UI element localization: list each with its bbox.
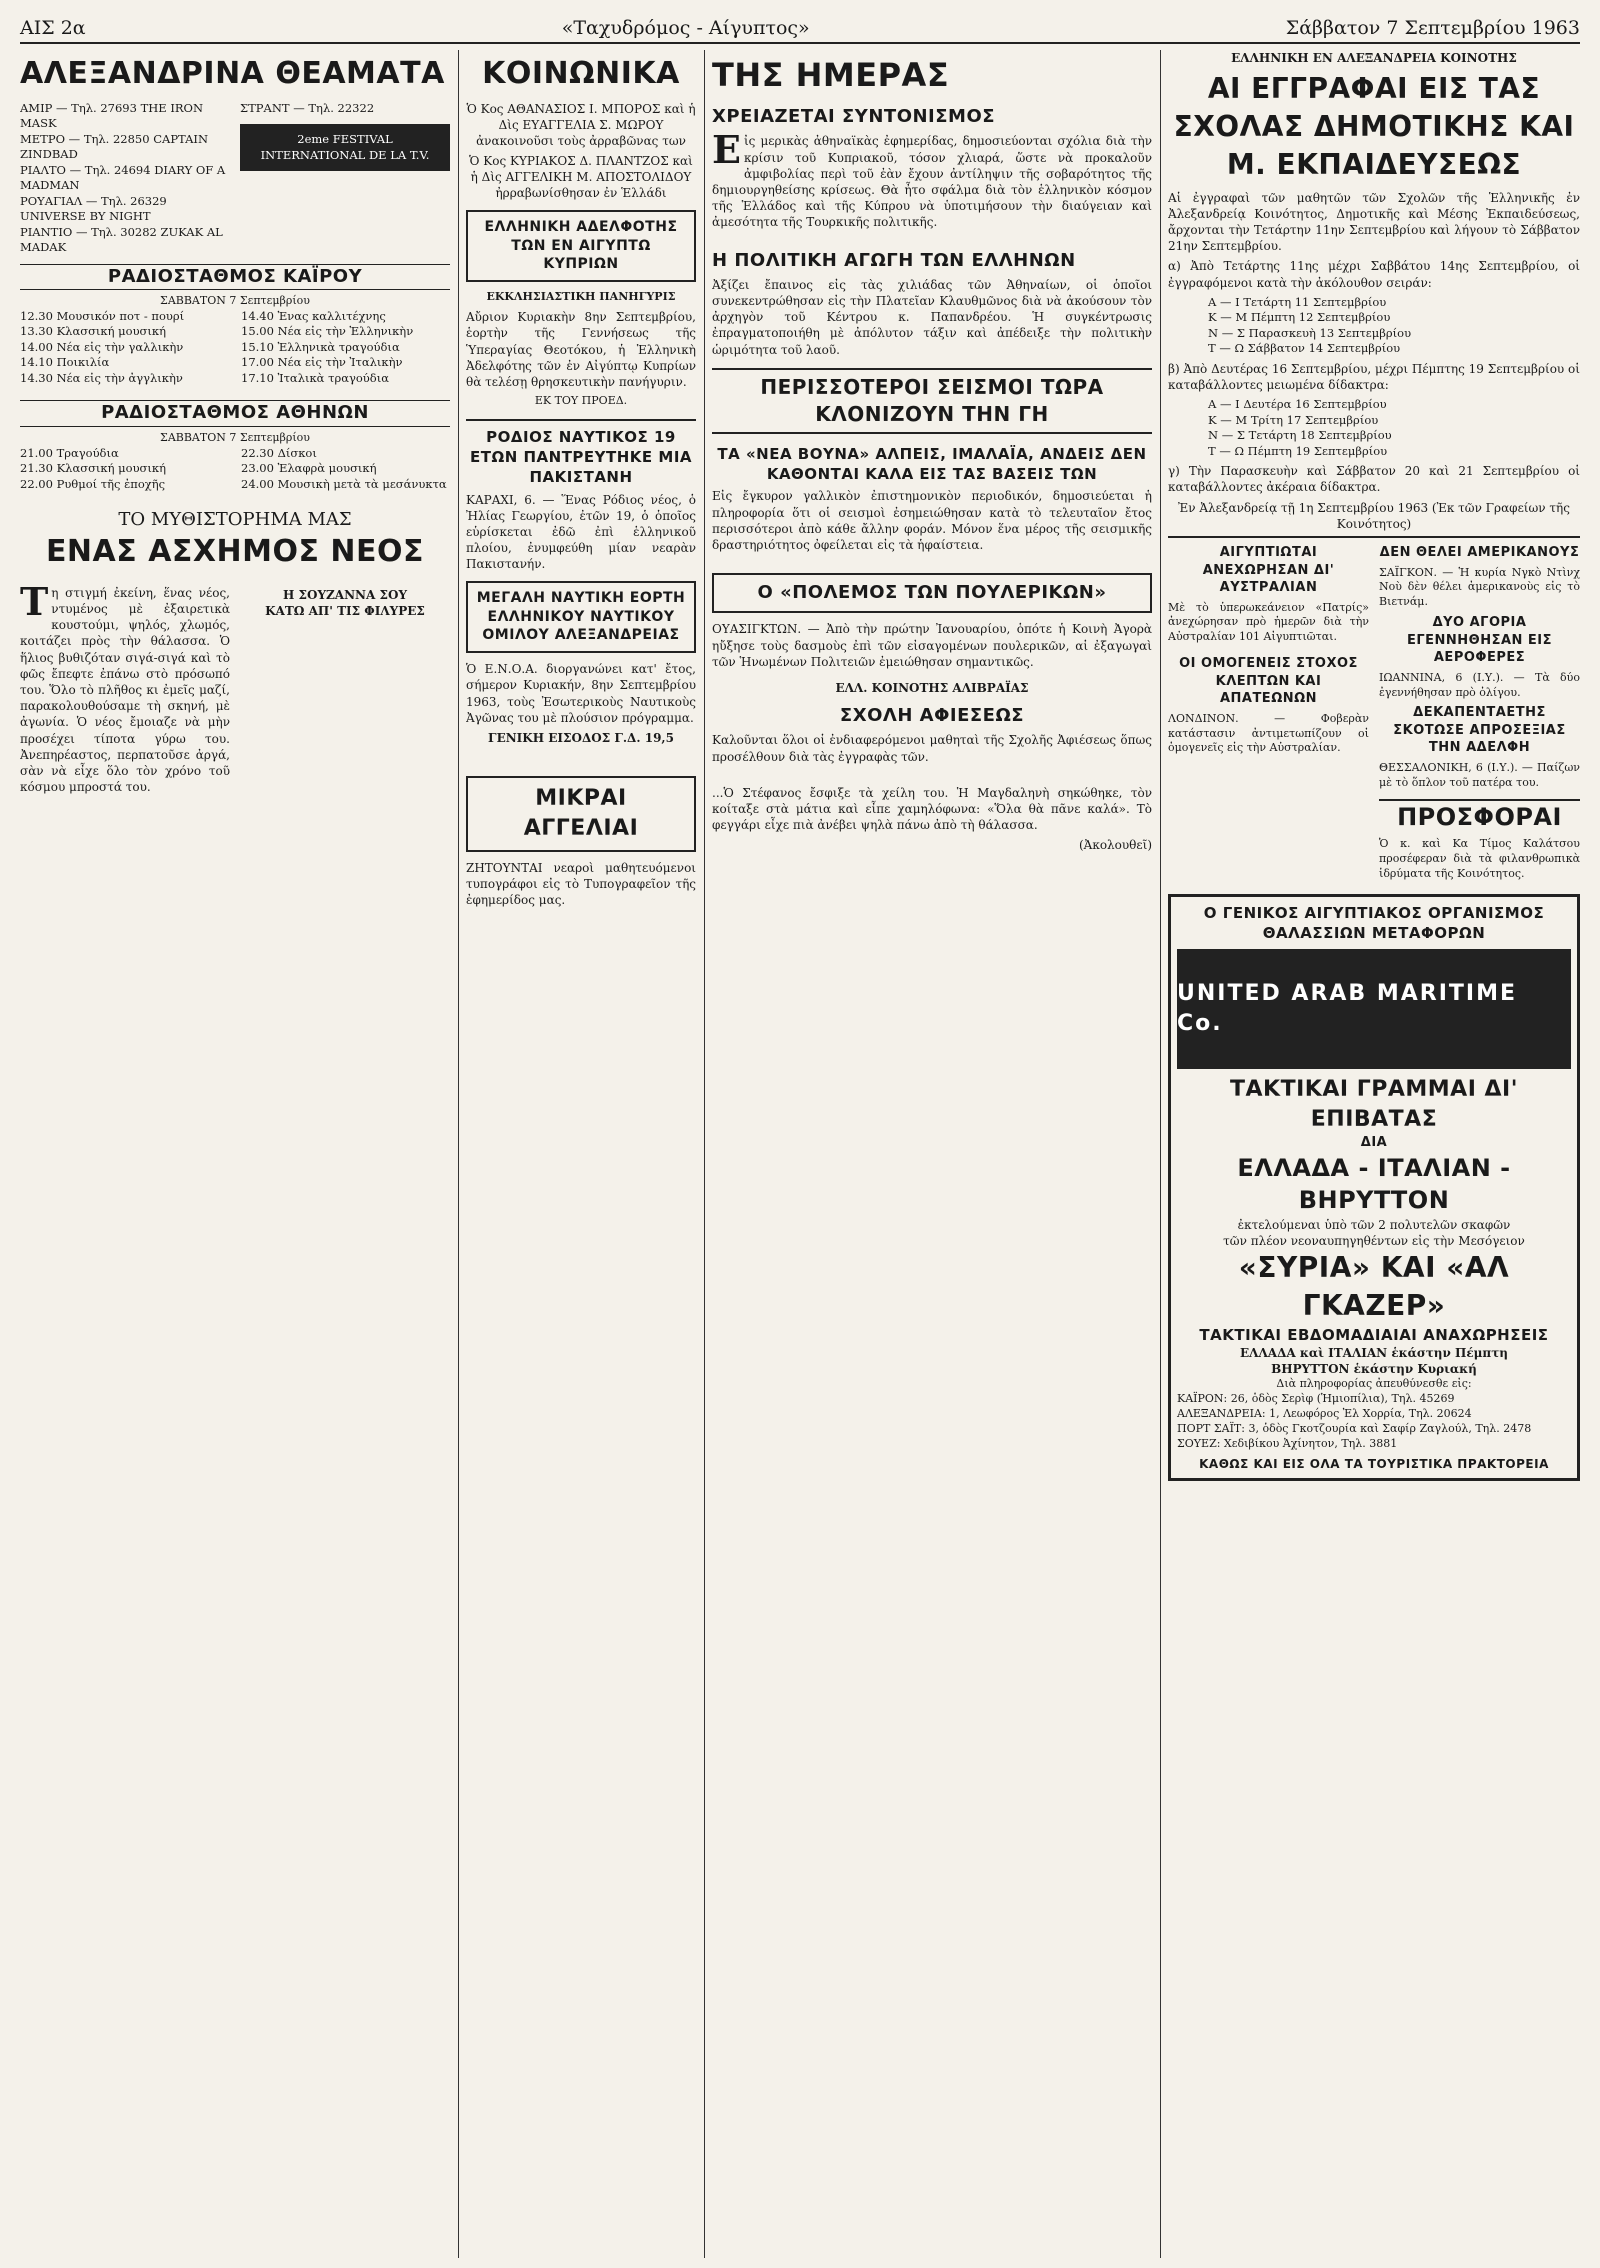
- schedule-2: [1168, 397, 1580, 459]
- novel-subhead: Η ΣΟΥΖΑΝΝΑ ΣΟΥ: [282, 587, 408, 602]
- ad-contact: ΚΑΪΡΟΝ: 26, ὁδὸς Σερὶφ (Ἡμιοπίλια), Τηλ. 45269: [1177, 1392, 1455, 1406]
- list-item: 23.00 Ἐλαφρὰ μουσική: [241, 461, 377, 476]
- engagement-1: Ὁ Κος ΑΘΑΝΑΣΙΟΣ Ι. ΜΠΟΡΟΣ καὶ ἡ Δὶς ΕΥΑΓΓΕΛΙΑ Σ. ΜΩΡΟΥ ἀνακοινοῦσι τοὺς ἀρραβῶνας των: [466, 101, 696, 148]
- enroll-a: α) Ἀπὸ Τετάρτης 11ης μέχρι Σαββάτου 14ης Σεπτεμβρίου, οἱ ἐγγραφόμενοι κατὰ τὴν ἀκόλουθον σειράν:: [1168, 259, 1580, 290]
- list-item: Κ — Μ Τρίτη 17 Σεπτεμβρίου: [1208, 412, 1379, 427]
- news-text: ΛΟΝΔΙΝΟΝ. — Φοβερὰν κατάστασιν ἀντιμετωπίζουν οἱ ὁμογενεῖς εἰς τὴν Αὐστραλίαν.: [1168, 711, 1369, 755]
- novel-text: Τη στιγμή ἐκείνη, ἕνας νέος, ντυμένος μὲ ἐξαιρετικὰ κουστούμι, ψηλός, χλωμός, κοιτάζει πρὸς τὴν θάλασσα. Ὁ ἥλιος βυθιζόταν σιγά-σιγά καὶ τὸ φῶς ἔπεφτε ἐπάνω στὸ πρόσωπό του. Ὅλο τὸ πλῆθος κι ἐμεῖς μαζί, παρακολουθούσαμε τὴ σκηνή, μὲ ἀγωνία. Ὁ νέος ἔμοιαζε νὰ μὴν προσέχει τίποτα γύρω του. Ἀνεπηρέαστος, περπατοῦσε ἀργά, σὰν νὰ εἶχε ὅλο τὸν χρόνο τοῦ κόσμου μπροστά του.: [20, 578, 230, 795]
- ad-agencies: ΚΑΘΩΣ ΚΑΙ ΕΙΣ ΟΛΑ ΤΑ ΤΟΥΡΙΣΤΙΚΑ ΠΡΑΚΤΟΡΕΙΑ: [1199, 1456, 1549, 1471]
- radio-athens-title: ΡΑΔΙΟΣΤΑΘΜΟΣ ΑΘΗΝΩΝ: [20, 400, 450, 426]
- list-item: 15.00 Νέα εἰς τὴν Ἑλληνικὴν: [241, 324, 414, 339]
- sailor-head: ΡΟΔΙΟΣ ΝΑΥΤΙΚΟΣ 19 ΕΤΩΝ ΠΑΝΤΡΕΥΤΗΚΕ ΜΙΑ ΠΑΚΙΣΤΑΝΗ: [466, 419, 696, 488]
- offers-title: ΠΡΟΣΦΟΡΑΙ: [1379, 799, 1580, 833]
- lead-head: ΧΡΕΙΑΖΕΤΑΙ ΣΥΝΤΟΝΙΣΜΟΣ: [712, 106, 996, 128]
- list-item: 21.00 Τραγούδια: [20, 445, 119, 460]
- sailor-text: ΚΑΡΑΧΙ, 6. — Ἕνας Ρόδιος νέος, ὁ Ἠλίας Γεωργίου, ἐτῶν 19, ὁ ὁποῖος εὑρίσκεται ἐδῶ ἐπὶ ἑλληνικοῦ πλοίου, ἐνυμφεύθη μίαν νεαρὰν Πακιστανήν.: [466, 492, 696, 572]
- enroll-signoff: Ἐν Ἀλεξανδρείᾳ τῇ 1η Σεπτεμβρίου 1963 (Ἐκ τῶν Γραφείων τῆς Κοινότητος): [1178, 500, 1570, 531]
- offers-text: Ὁ κ. καὶ Κα Τίμος Καλάτσου προσέφεραν διὰ τὰ φιλανθρωπικὰ ἱδρύματα τῆς Κοινότητος.: [1379, 837, 1580, 880]
- news-head: ΟΙ ΟΜΟΓΕΝΕΙΣ ΣΤΟΧΟΣ ΚΛΕΠΤΩΝ ΚΑΙ ΑΠΑΤΕΩΝΩΝ: [1179, 656, 1358, 707]
- list-item: ΡΙΑΝΤΙΟ — Τηλ. 30282 ZUKAK AL MADAK: [20, 224, 223, 255]
- novel-subhead-2: ΚΑΤΩ ΑΠ' ΤΙΣ ΦΙΛΥΡΕΣ: [265, 604, 425, 619]
- list-item: ΜΕΤΡΟ — Τηλ. 22850 CAPTAIN ZINDBAD: [20, 131, 209, 162]
- column-2: [466, 50, 696, 2250]
- list-item: ΡΙΑΛΤΟ — Τηλ. 24694 DIARY OF A MADMAN: [20, 162, 226, 193]
- quake-subhead: ΤΑ «ΝΕΑ ΒΟΥΝΑ» ΑΛΠΕΙΣ, ΙΜΑΛΑΪΑ, ΑΝΔΕΙΣ ΔΕΝ ΚΑΘΟΝΤΑΙ ΚΑΛΑ ΕΙΣ ΤΑΣ ΒΑΣΕΙΣ ΤΩΝ: [717, 444, 1147, 484]
- news-head: ΔΕΚΑΠΕΝΤΑΕΤΗΣ ΣΚΟΤΩΣΕ ΑΠΡΟΣΕΞΙΑΣ ΤΗΝ ΑΔΕΛΦΗ: [1393, 705, 1566, 756]
- novel-kicker: ΤΟ ΜΥΘΙΣΤΟΡΗΜΑ ΜΑΣ: [118, 509, 352, 531]
- ad-info: Διὰ πληροφορίας ἀπευθύνεσθε εἰς:: [1276, 1377, 1472, 1391]
- politics-head: Η ΠΟΛΙΤΙΚΗ ΑΓΩΓΗ ΤΩΝ ΕΛΛΗΝΩΝ: [712, 249, 1076, 271]
- fest-entry: ΓΕΝΙΚΗ ΕΙΣΟΔΟΣ Γ.Δ. 19,5: [488, 731, 674, 746]
- lead-text: Εἰς μερικὰς ἀθηναϊκὰς ἐφημερίδας, δημοσιεύονται σχόλια διὰ τὴν κρίσιν τοῦ Κυπριακοῦ, τόσον χλιαρά, ὥστε νὰ προκαλοῦν ἀμφιβολίας περὶ τοῦ ἐὰν ἔχουν ἀντίληψιν τῆς σοβαρότητος τῆς δημιουργηθείσης κρίσεως. Θὰ ἦτο σφάλμα διὰ τὸν ἑλληνικὸν κόσμον τῆς Ἑλλάδος καὶ τῆς Κύπρου νὰ ὑποτιμήσουν τὴν διαύγειαν καὶ ἀμεσότητα τῆς Τουρκικῆς πολιτικῆς.: [712, 127, 1152, 230]
- list-item: 12.30 Μουσικόν ποτ - πουρί: [20, 308, 185, 323]
- enroll-intro: Αἱ ἐγγραφαὶ τῶν μαθητῶν τῶν Σχολῶν τῆς Ἑλληνικῆς ἐν Ἀλεξανδρείᾳ Κοινότητος, Δημοτικῆς καὶ Μέσης Ἐκπαιδεύσεως, ἄρχονται τὴν Τετάρτην 11ην Σεπτεμβρίου καὶ λήγουν τὸ Σάββατον 21ην Σεπτεμβρίου.: [1168, 190, 1580, 254]
- list-item: 24.00 Μουσικὴ μετὰ τὰ μεσάνυκτα: [241, 476, 447, 491]
- column-divider: [1160, 50, 1161, 2258]
- list-item: 22.00 Ρυθμοί τῆς ἐποχῆς: [20, 476, 166, 491]
- news-head: ΔΕΝ ΘΕΛΕΙ ΑΜΕΡΙΚΑΝΟΥΣ: [1379, 544, 1580, 560]
- novel-title: ΕΝΑΣ ΑΣΧΗΜΟΣ ΝΕΟΣ: [45, 534, 425, 570]
- ship-illustration: [1177, 949, 1571, 1069]
- ad-newest: τῶν πλέον νεοναυπηγηθέντων εἰς τὴν Μεσόγειον: [1223, 1234, 1525, 1248]
- novel-continued: ...Ὁ Στέφανος ἔσφιξε τὰ χείλη του. Ἡ Μαγδαληνὴ σηκώθηκε, τὸν κοίταξε στὰ μάτια καὶ εἶπε χαμηλόφωνα: «Ὅλα θὰ πᾶνε καλά». Τὸ φεγγάρι εἶχε πιὰ ἀνέβει ψηλὰ πάνω ἀπὸ τὴ θάλασσα.: [712, 785, 1152, 833]
- news-head: ΔΥΟ ΑΓΟΡΙΑ ΕΓΕΝΝΗΘΗΣΑΝ ΕΙΣ ΑΕΡΟΦΕΡΕΣ: [1406, 615, 1553, 666]
- enroll-b: β) Ἀπὸ Δευτέρας 16 Σεπτεμβρίου, μέχρι Πέμπτης 19 Σεπτεμβρίου οἱ καταβάλλοντες μειωμένα δίδακτρα:: [1168, 361, 1580, 392]
- ad-route: ΕΛΛΑΔΑ - ΙΤΑΛΙΑΝ - ΒΗΡΥΤΤΟΝ: [1237, 1154, 1511, 1215]
- ad-contact: ΣΟΥΕΖ: Χεδιβίκου Ἀχίνητον, Τηλ. 3881: [1177, 1436, 1398, 1450]
- list-item: ΣΤΡΑΝΤ — Τηλ. 22322: [240, 100, 375, 115]
- ad-ship-name: UNITED ARAB MARITIME Co.: [1177, 981, 1517, 1037]
- theatre-list-2: [240, 101, 450, 256]
- classifieds-text: ΖΗΤΟΥΝΤΑΙ νεαροὶ μαθητευόμενοι τυπογράφοι εἰς τὸ Τυπογραφεῖον τῆς ἐφημερίδος μας.: [466, 860, 696, 907]
- church-title: ΕΛΛΗΝΙΚΗ ΑΔΕΛΦΟΤΗΣ ΤΩΝ ΕΝ ΑΙΓΥΠΤΩ ΚΥΠΡΙΩΝ: [466, 210, 696, 283]
- community-kicker: ΕΛΛΗΝΙΚΗ ΕΝ ΑΛΕΞΑΝΔΡΕΙΑ ΚΟΙΝΟΤΗΣ: [1231, 51, 1517, 65]
- radio-athens-date: ΣΑΒΒΑΤΟΝ 7 Σεπτεμβρίου: [160, 430, 310, 444]
- church-sign: ΕΚ ΤΟΥ ΠΡΟΕΔ.: [534, 394, 628, 408]
- quake-text: Εἰς ἔγκυρον γαλλικὸν ἐπιστημονικὸν περιοδικόν, δημοσιεύεται ἡ πληροφορία ὅτι οἱ σεισμοὶ ἐσημειώθησαν κατὰ τὸ τελευταῖον ἔτος περισσότεροι ἀπὸ κάθε ἄλλην φοράν. Μόνον ἕνα μέρος τῆς σεισμικῆς δραστηριότητος ὀφείλεται εἰς τὰ ἡφαίστεια.: [712, 489, 1152, 552]
- list-item: 22.30 Δίσκοι: [241, 445, 317, 460]
- ad-dest-1: ΕΛΛΑΔΑ καὶ ΙΤΑΛΙΑΝ ἑκάστην Πέμπτη: [1240, 1346, 1508, 1361]
- theatre-list: [20, 101, 230, 256]
- school-text: Καλοῦνται ὅλοι οἱ ἐνδιαφερόμενοι μαθηταὶ τῆς Σχολῆς Ἀφιέσεως ὅπως προσέλθουν διὰ τὰς ἐγγραφὰς τῶν.: [712, 733, 1152, 764]
- ad-lines: ΤΑΚΤΙΚΑΙ ΓΡΑΜΜΑΙ ΔΙ' ΕΠΙΒΑΤΑΣ: [1230, 1077, 1518, 1132]
- theatres-title: ΑΛΕΞΑΝΔΡΙΝΑ ΘΕΑΜΑΤΑ: [20, 56, 445, 91]
- ad-contact: ΠΟΡΤ ΣΑΪΤ: 3, ὁδὸς Γκοτζουρία καὶ Σαφίρ Ζαγλούλ, Τηλ. 2478: [1177, 1421, 1532, 1435]
- school-head: ΕΛΛ. ΚΟΙΝΟΤΗΣ ΑΛΙΒΡΑΪΑΣ: [835, 680, 1029, 695]
- engagement-2: Ὁ Κος ΚΥΡΙΑΚΟΣ Δ. ΠΛΑΝΤΖΟΣ καὶ ἡ Δὶς ΑΓΓΕΛΙΚΗ Μ. ΑΠΟΣΤΟΛΙΔΟΥ ἠρραβωνίσθησαν ἐν Ἑλλάδι: [469, 154, 693, 201]
- masthead-strip: [20, 14, 1580, 44]
- politics-text: Ἀξίζει ἔπαινος εἰς τὰς χιλιάδας τῶν Ἀθηναίων, οἱ ὁποῖοι συνεκεντρώθησαν εἰς τὴν Πλατεῖαν Κλαυθμῶνος διὰ νὰ ἀκούσουν τὸν ἀρχηγὸν τοῦ Κέντρου κ. Παπανδρέου. Ἡ συγκέντρωσις ἐπραγματοποιήθη μὲ ἀπόλυτον τάξιν καὶ ἀπέδειξε τὴν πολιτικὴν ὡριμότητα τοῦ λαοῦ.: [712, 277, 1152, 357]
- list-item: 15.10 Ἑλληνικὰ τραγούδια: [241, 339, 400, 354]
- list-item: 14.10 Ποικιλία: [20, 355, 110, 370]
- continued-note: (Ἀκολουθεῖ): [1078, 838, 1152, 853]
- enroll-c: γ) Τὴν Παρασκευὴν καὶ Σάββατον 20 καὶ 21 Σεπτεμβρίου οἱ καταβάλλοντες ἀκέραια δίδακτρα.: [1168, 464, 1580, 495]
- column-divider: [704, 50, 705, 2258]
- list-item: 21.30 Κλασσική μουσική: [20, 461, 166, 476]
- school-enroll-title: ΑΙ ΕΓΓΡΑΦΑΙ ΕΙΣ ΤΑΣ ΣΧΟΛΑΣ ΔΗΜΟΤΙΚΗΣ ΚΑΙ Μ. ΕΚΠΑΙΔΕΥΣΕΩΣ: [1173, 72, 1575, 181]
- classifieds-title: ΜΙΚΡΑΙ ΑΓΓΕΛΙΑΙ: [466, 776, 696, 851]
- church-text: Αὔριον Κυριακὴν 8ην Σεπτεμβρίου, ἑορτὴν τῆς Γεννήσεως τῆς Ὑπεραγίας Θεοτόκου, ἡ Ἑλληνικὴ Ἀδελφότης τῶν ἐν Αἰγύπτῳ Κυπρίων θὰ τελέσῃ θρησκευτικὴν πανήγυριν.: [466, 310, 696, 389]
- list-item: Τ — Ω Σάββατον 14 Σεπτεμβρίου: [1208, 341, 1401, 356]
- list-item: 17.10 Ἰταλικὰ τραγούδια: [241, 370, 389, 385]
- section-title: ΤΗΣ ΗΜΕΡΑΣ: [712, 56, 950, 94]
- news-text: ΘΕΣΣΑΛΟΝΙΚΗ, 6 (Ι.Υ.). — Παίζων μὲ τὸ ὅπλον τοῦ πατέρα του.: [1379, 761, 1580, 789]
- radio-cairo-list: [20, 309, 450, 387]
- list-item: Κ — Μ Πέμπτη 12 Σεπτεμβρίου: [1208, 310, 1391, 325]
- radio-cairo-date: ΣΑΒΒΑΤΟΝ 7 Σεπτεμβρίου: [160, 293, 310, 307]
- ad-exec: ἐκτελούμεναι ὑπὸ τῶν 2 πολυτελῶν σκαφῶν: [1237, 1217, 1511, 1232]
- news-text: Μὲ τὸ ὑπερωκεάνειον «Πατρίς» ἀνεχώρησαν πρὸ ἡμερῶν διὰ τὴν Αὐστραλίαν 101 Αἰγυπτιῶται.: [1168, 600, 1369, 644]
- radio-athens-list: [20, 446, 450, 493]
- ad-weekly: ΤΑΚΤΙΚΑΙ ΕΒΔΟΜΑΔΙΑΙΑΙ ΑΝΑΧΩΡΗΣΕΙΣ: [1199, 1325, 1549, 1344]
- list-item: Τ — Ω Πέμπτη 19 Σεπτεμβρίου: [1208, 443, 1388, 458]
- ad-ships: «ΣΥΡΙΑ» ΚΑΙ «ΑΛ ΓΚΑΖΕΡ»: [1238, 1251, 1510, 1322]
- column-1: [20, 50, 450, 2250]
- list-item: 17.00 Νέα εἰς τὴν Ἰταλικὴν: [241, 355, 403, 370]
- list-item: Α — Ι Δευτέρα 16 Σεπτεμβρίου: [1208, 397, 1387, 412]
- news-head: ΑΙΓΥΠΤΙΩΤΑΙ ΑΝΕΧΩΡΗΣΑΝ ΔΙ' ΑΥΣΤΡΑΛΙΑΝ: [1202, 544, 1335, 596]
- column-divider: [458, 50, 459, 2258]
- list-item: 13.30 Κλασσική μουσική: [20, 324, 166, 339]
- war-head: Ο «ΠΟΛΕΜΟΣ ΤΩΝ ΠΟΥΛΕΡΙΚΩΝ»: [712, 573, 1152, 613]
- radio-cairo-title: ΡΑΔΙΟΣΤΑΘΜΟΣ ΚΑΪΡΟΥ: [20, 264, 450, 290]
- news-text: ΣΑΪΓΚΟΝ. — Ἡ κυρία Νγκὸ Ντὶνχ Νοὺ δὲν θέλει ἀμερικανοὺς εἰς τὸ Βιετνάμ.: [1379, 565, 1580, 609]
- list-item: 14.40 Ἑνας καλλιτέχνης: [241, 308, 386, 323]
- ad-dest-2: ΒΗΡΥΤΤΟΝ ἑκάστην Κυριακή: [1271, 1362, 1477, 1377]
- shipping-ad: [1168, 894, 1580, 1481]
- list-item: Α — Ι Τετάρτη 11 Σεπτεμβρίου: [1208, 294, 1387, 309]
- school-subhead: ΣΧΟΛΗ ΑΦΙΕΣΕΩΣ: [839, 705, 1025, 727]
- list-item: ΑΜΙΡ — Τηλ. 27693 THE IRON MASK: [20, 100, 204, 131]
- column-4: [1168, 50, 1580, 2250]
- schedule-1: [1168, 295, 1580, 357]
- social-title: ΚΟΙΝΩΝΙΚΑ: [482, 56, 680, 91]
- ad-dia: ΔΙΑ: [1360, 1135, 1388, 1151]
- newspaper-name: «Ταχυδρόμος - Αίγυπτος»: [561, 17, 810, 39]
- fest-title: ΜΕΓΑΛΗ ΝΑΥΤΙΚΗ ΕΟΡΤΗ ΕΛΛΗΝΙΚΟΥ ΝΑΥΤΙΚΟΥ ΟΜΙΛΟΥ ΑΛΕΞΑΝΔΡΕΙΑΣ: [466, 581, 696, 654]
- list-item: Ν — Σ Τετάρτη 18 Σεπτεμβρίου: [1208, 428, 1392, 443]
- war-text: ΟΥΑΣΙΓΚΤΩΝ. — Ἀπὸ τὴν πρώτην Ἰανουαρίου, ὁπότε ἡ Κοινὴ Ἀγορὰ ηὔξησε τοὺς δασμοὺς ἐπὶ τῶν εἰσαγομένων πουλερικῶν, αἱ ἐξαγωγαὶ τῶν Ἡνωμένων Πολιτειῶν ἐμειώθησαν σημαντικῶς.: [712, 622, 1152, 669]
- list-item: ΡΟΥΑΓΙΑΛ — Τηλ. 26329 UNIVERSE BY NIGHT: [20, 193, 167, 224]
- church-subtitle: ΕΚΚΛΗΣΙΑΣΤΙΚΗ ΠΑΝΗΓΥΡΙΣ: [486, 290, 676, 304]
- news-text: ΙΩΑΝΝΙΝΑ, 6 (Ι.Υ.). — Τὰ δύο ἐγεννήθησαν πρὸ ὀλίγου.: [1379, 670, 1580, 699]
- list-item: 14.00 Νέα εἰς τὴν γαλλικὴν: [20, 339, 184, 354]
- issue-date: Σάββατον 7 Σεπτεμβρίου 1963: [1285, 17, 1580, 39]
- quake-head: ΠΕΡΙΣΣΟΤΕΡΟΙ ΣΕΙΣΜΟΙ ΤΩΡΑ ΚΛΟΝΙΖΟΥΝ ΤΗΝ ΓΗ: [712, 368, 1152, 434]
- column-3: [712, 50, 1152, 2250]
- list-item: Ν — Σ Παρασκευὴ 13 Σεπτεμβρίου: [1208, 325, 1412, 340]
- ad-contact: ΑΛΕΞΑΝΔΡΕΙΑ: 1, Λεωφόρος Ἐλ Χορρία, Τηλ. 20624: [1177, 1407, 1472, 1421]
- list-item: 14.30 Νέα εἰς τὴν ἀγγλικὴν: [20, 370, 183, 385]
- fest-text: Ὁ Ε.Ν.Ο.Α. διοργανώνει κατ' ἔτος, σήμερον Κυριακήν, 8ην Σεπτεμβρίου 1963, τοὺς Ἐσωτερικοὺς Ναυτικοὺς Ἀγῶνας του μὲ πλούσιον πρόγραμμα.: [466, 662, 696, 725]
- page-marker: ΑΙΣ 2α: [20, 17, 86, 39]
- festival-logo: 2eme FESTIVAL INTERNATIONAL DE LA T.V.: [240, 124, 450, 171]
- ad-org: Ο ΓΕΝΙΚΟΣ ΑΙΓΥΠΤΙΑΚΟΣ ΟΡΓΑΝΙΣΜΟΣ ΘΑΛΑΣΣΙΩΝ ΜΕΤΑΦΟΡΩΝ: [1203, 903, 1545, 942]
